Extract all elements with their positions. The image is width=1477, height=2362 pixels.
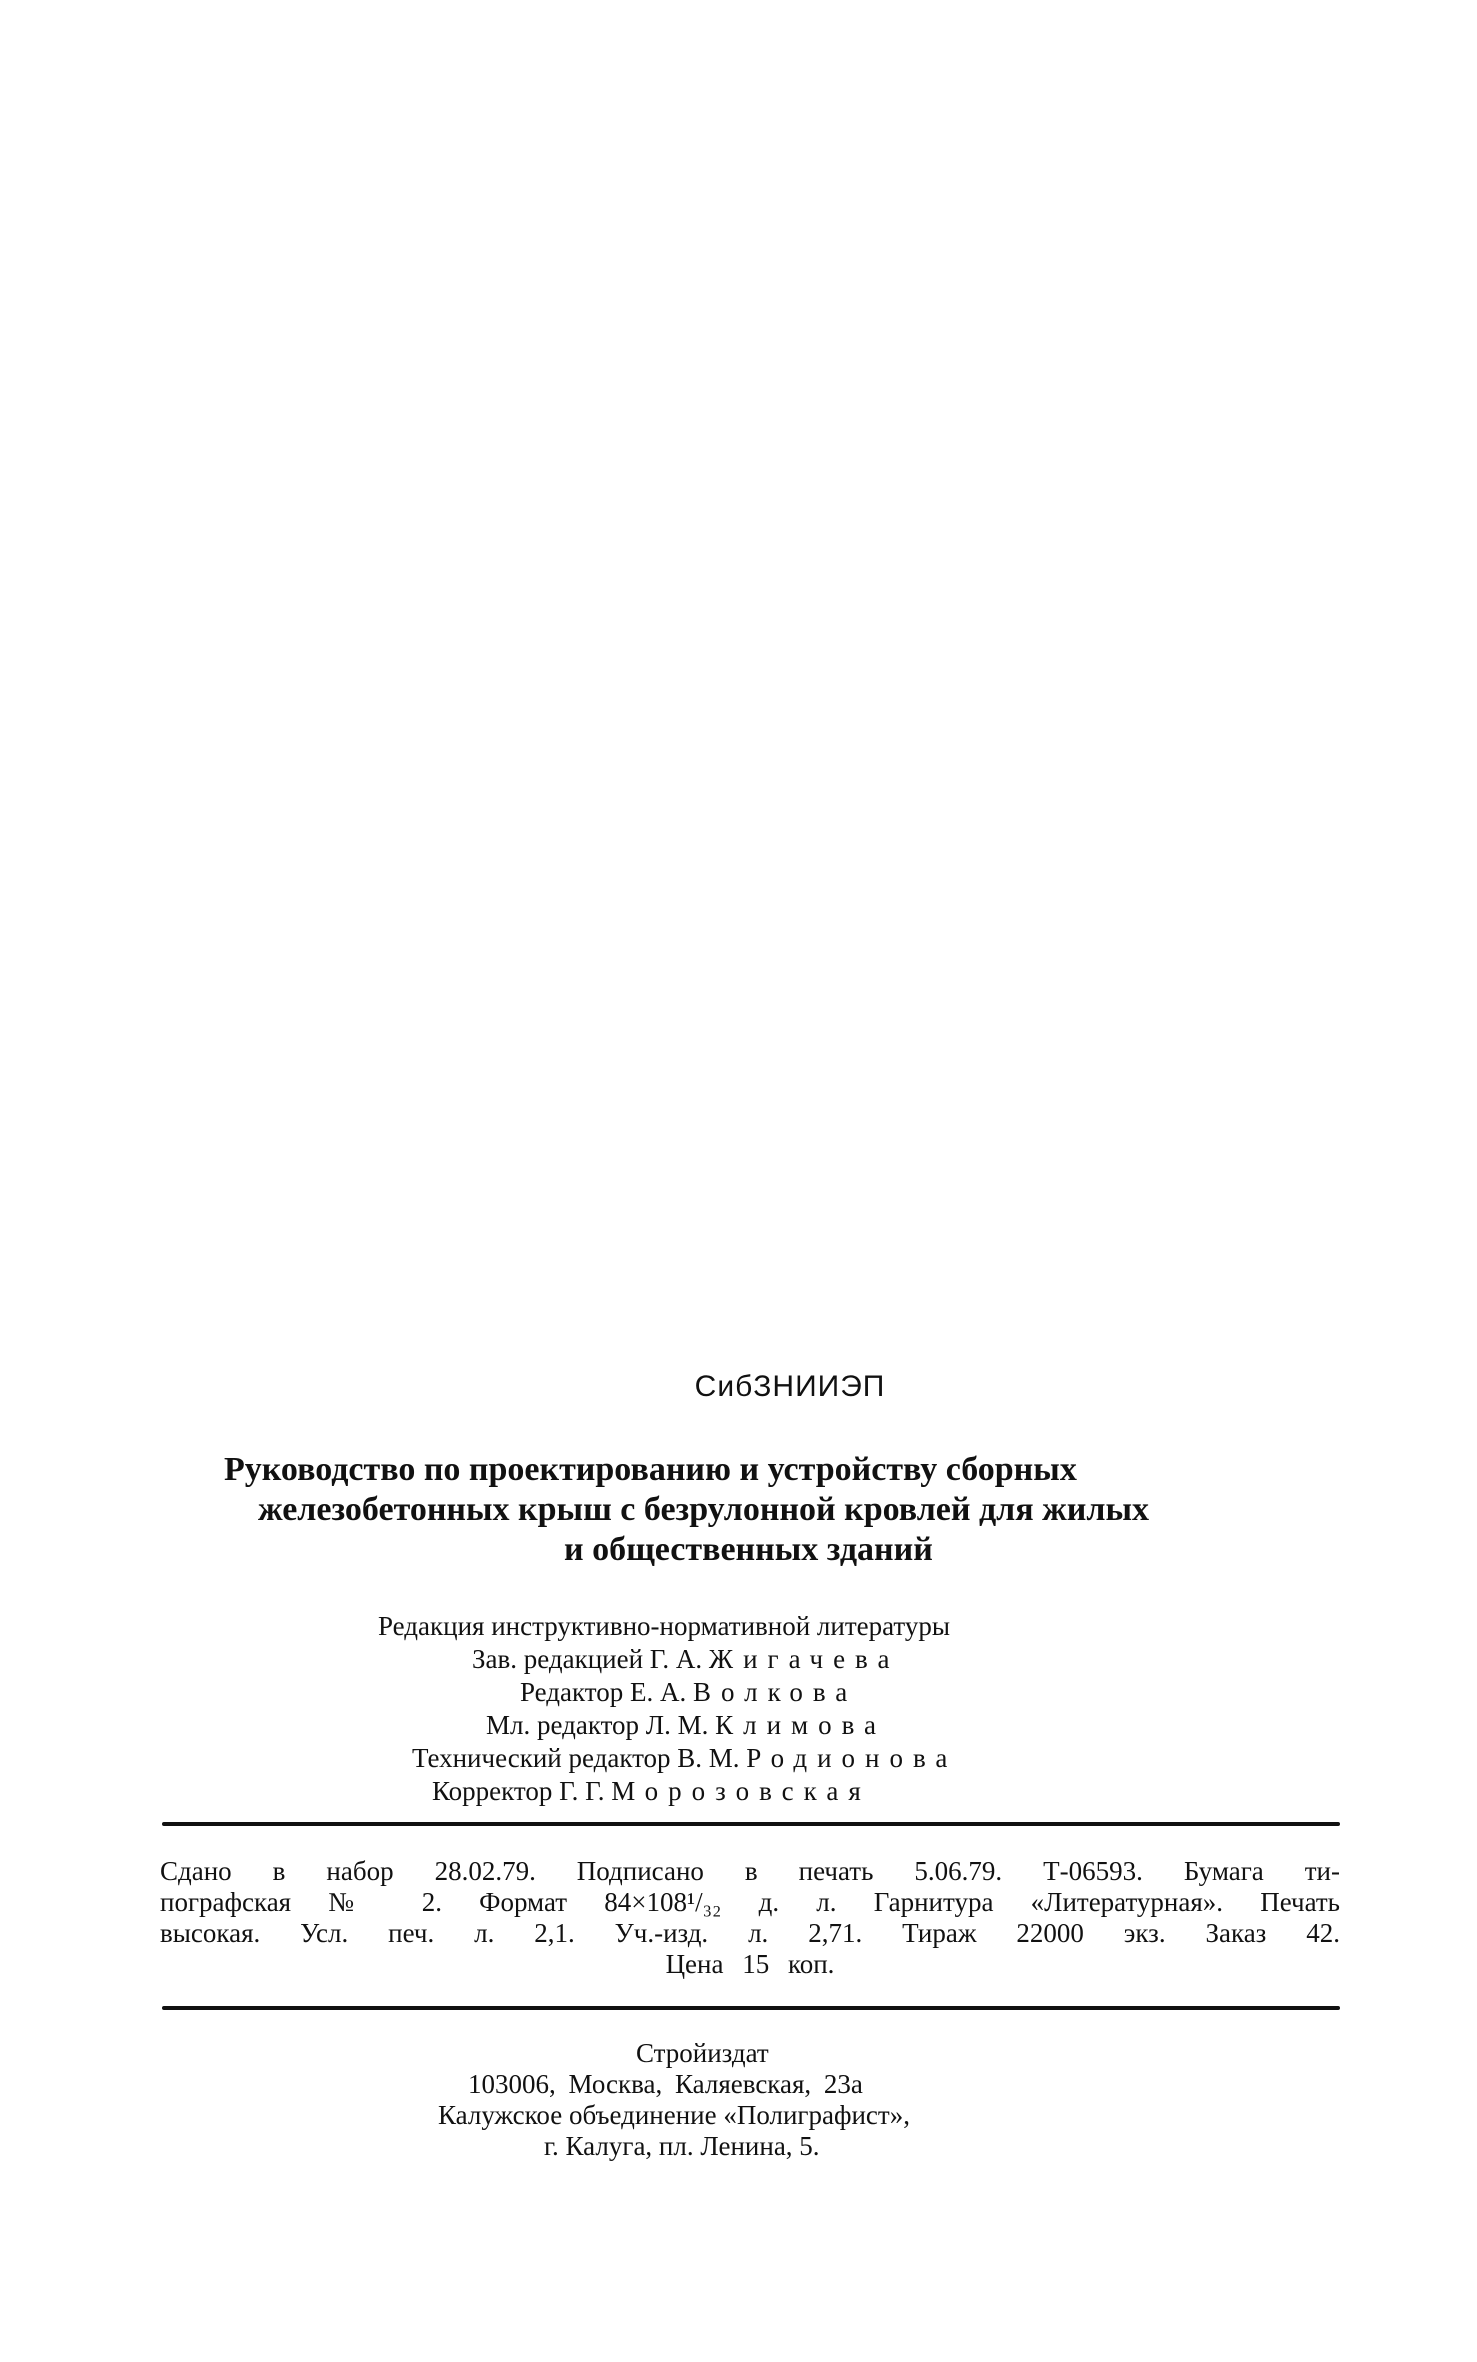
colophon	[160, 1370, 1360, 2162]
credit-name: Морозовская	[611, 1776, 871, 1806]
publisher-info	[160, 2010, 1360, 2162]
printer-address: г. Калуга, пл. Ленина, 5.	[544, 2131, 820, 2161]
credit-head-editor	[160, 1643, 1360, 1676]
imprint-line-1: Сдано в набор 28.02.79. Подписано в печать 5.06.79. Т-06593. Бумага ти-	[160, 1856, 1340, 1886]
book-title	[160, 1450, 1360, 1570]
publisher-name: Стройиздат	[636, 2038, 769, 2068]
credit-proofreader	[160, 1775, 1360, 1808]
imprint-line-2: пографская № 2. Формат 84×108¹/₃₂ д. л. Гарнитура «Литературная». Печать	[160, 1887, 1340, 1917]
publisher-address: 103006, Москва, Каляевская, 23а	[468, 2069, 863, 2099]
price: Цена 15 коп.	[665, 1949, 835, 1979]
credit-role: Мл. редактор Л. М.	[486, 1710, 709, 1740]
credit-role: Зав. редакцией Г. А.	[472, 1644, 703, 1674]
credit-editor	[160, 1676, 1360, 1709]
editorial-credits	[160, 1610, 1360, 1808]
credit-role: Технический редактор В. М.	[412, 1743, 740, 1773]
title-line-2: железобетонных крыш с безрулонной кровлей для жилых	[258, 1491, 1150, 1528]
imprint-line-3: высокая. Усл. печ. л. 2,1. Уч.-изд. л. 2,71. Тираж 22000 экз. Заказ 42.	[160, 1918, 1340, 1948]
credit-technical-editor	[160, 1742, 1360, 1775]
printer-name: Калужское объединение «Полиграфист»,	[438, 2100, 910, 2130]
editorial-office: Редакция инструктивно-нормативной литературы	[378, 1611, 950, 1641]
organization-name: СибЗНИИЭП	[694, 1370, 886, 1403]
title-line-1: Руководство по проектированию и устройству сборных	[224, 1451, 1077, 1488]
credit-role: Редактор Е. А.	[520, 1677, 687, 1707]
credit-name: Жигачева	[708, 1644, 900, 1674]
title-line-3: и общественных зданий	[564, 1531, 933, 1568]
credit-role: Корректор Г. Г.	[432, 1776, 605, 1806]
credit-name: Родионова	[746, 1743, 958, 1773]
credit-name: Климова	[715, 1710, 887, 1740]
credit-junior-editor	[160, 1709, 1360, 1742]
print-imprint	[160, 1826, 1340, 2006]
credit-name: Волкова	[692, 1677, 858, 1707]
